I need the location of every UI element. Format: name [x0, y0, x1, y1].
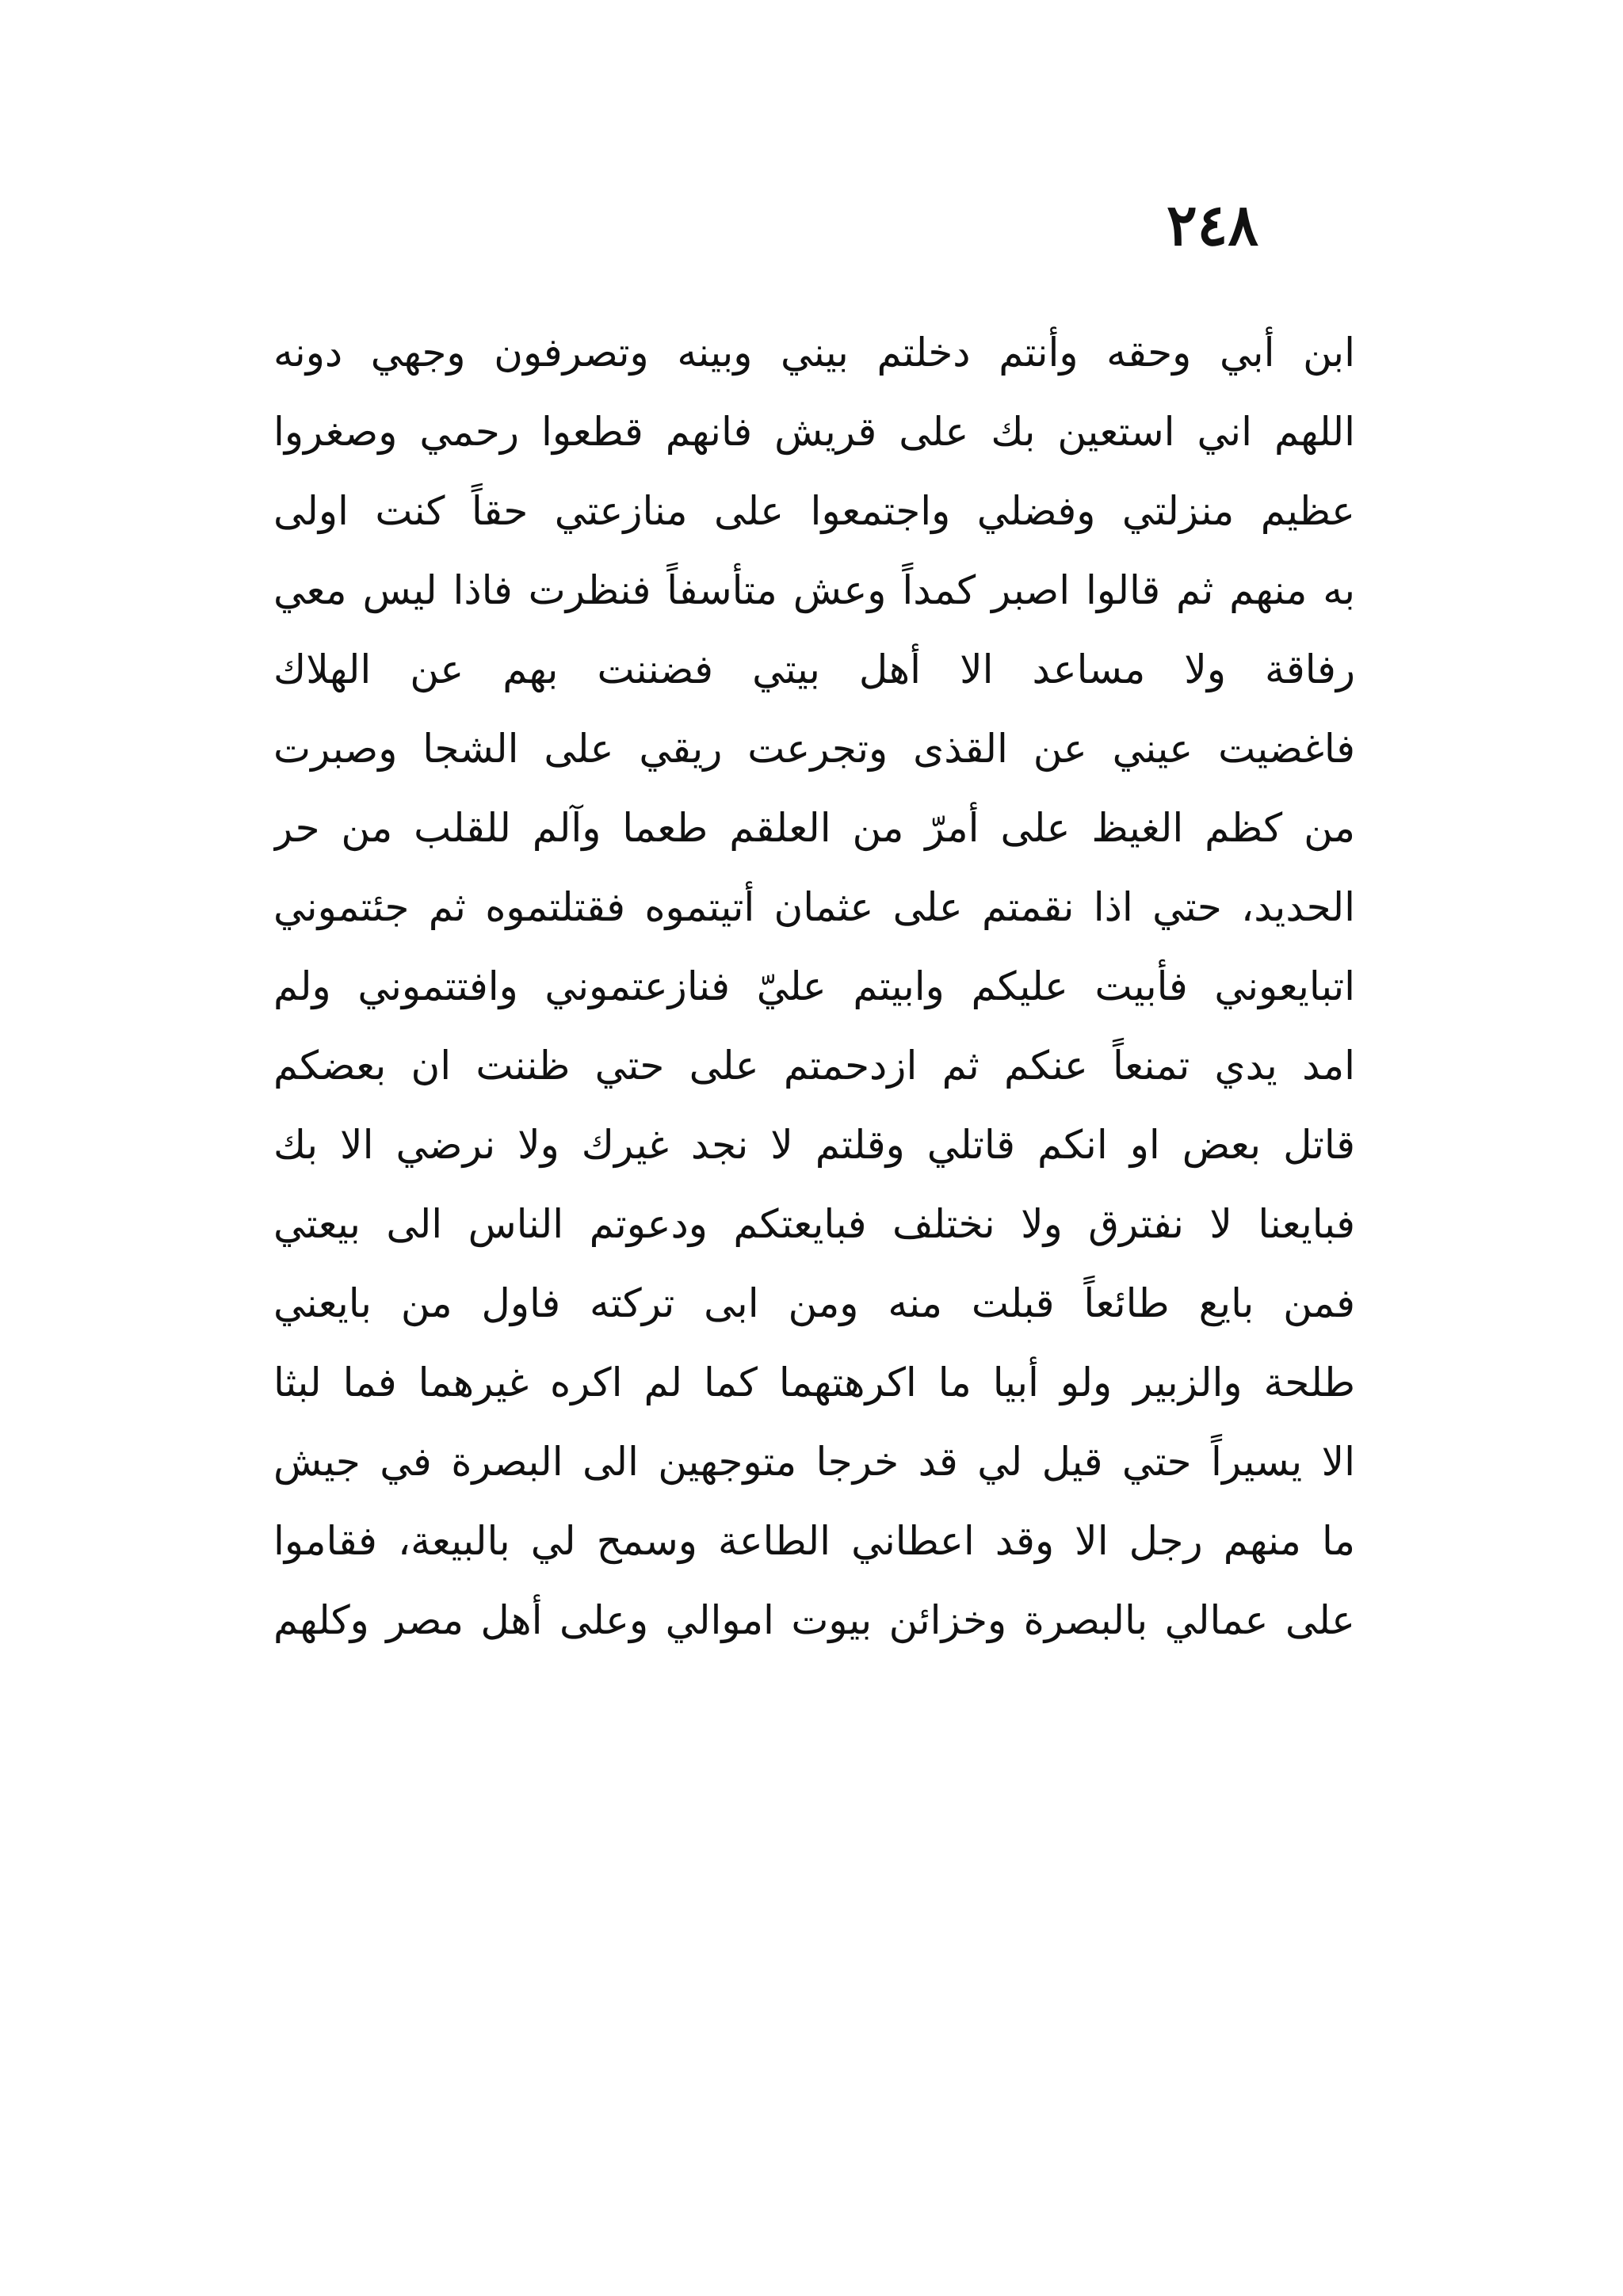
text-line: فبايعنا لا نفترق ولا نختلف فبايعتكم ودعوتم الناس الى بيعتي [273, 1201, 1355, 1247]
body-text [273, 313, 1355, 1660]
text-line: فاغضيت عيني عن القذى وتجرعت ريقي على الشجا وصبرت [273, 726, 1355, 772]
text-line: اللهم اني استعين بك على قريش فانهم قطعوا رحمي وصغروا [273, 409, 1355, 455]
text-line: فمن بايع طائعاً قبلت منه ومن ابى تركته فاول من بايعني [273, 1280, 1355, 1326]
text-line: امد يدي تمنعاً عنكم ثم ازدحمتم على حتي ظننت ان بعضكم [273, 1043, 1355, 1089]
text-line: على عمالي بالبصرة وخزائن بيوت اموالي وعلى أهل مصر وكلهم [273, 1597, 1355, 1643]
text-line: رفاقة ولا مساعد الا أهل بيتي فضننت بهم عن الهلاك [273, 646, 1355, 692]
text-line: عظيم منزلتي وفضلي واجتمعوا على منازعتي حقاً كنت اولى [273, 488, 1355, 534]
text-line: ابن أبي وحقه وأنتم دخلتم بيني وبينه وتصرفون وجهي دونه [273, 330, 1355, 376]
page-number: ٢٤٨ [1166, 191, 1258, 258]
text-line: به منهم ثم قالوا اصبر كمداً وعش متأسفاً فنظرت فاذا ليس معي [273, 567, 1355, 613]
text-line: الا يسيراً حتي قيل لي قد خرجا متوجهين الى البصرة في جيش [273, 1439, 1355, 1485]
text-line: ما منهم رجل الا وقد اعطاني الطاعة وسمح لي بالبيعة، فقاموا [273, 1518, 1355, 1564]
text-line: طلحة والزبير ولو أبيا ما اكرهتهما كما لم اكره غيرهما فما لبثا [273, 1360, 1355, 1405]
text-line: قاتل بعض او انكم قاتلي وقلتم لا نجد غيرك ولا نرضي الا بك [273, 1122, 1355, 1168]
text-line: من كظم الغيظ على أمرّ من العلقم طعما وآلم للقلب من حر [273, 805, 1355, 851]
text-line: اتبايعوني فأبيت عليكم وابيتم عليّ فنازعتموني وافتتموني ولم [273, 963, 1355, 1009]
text-line: الحديد، حتي اذا نقمتم على عثمان أتيتموه فقتلتموه ثم جئتموني [273, 884, 1355, 930]
